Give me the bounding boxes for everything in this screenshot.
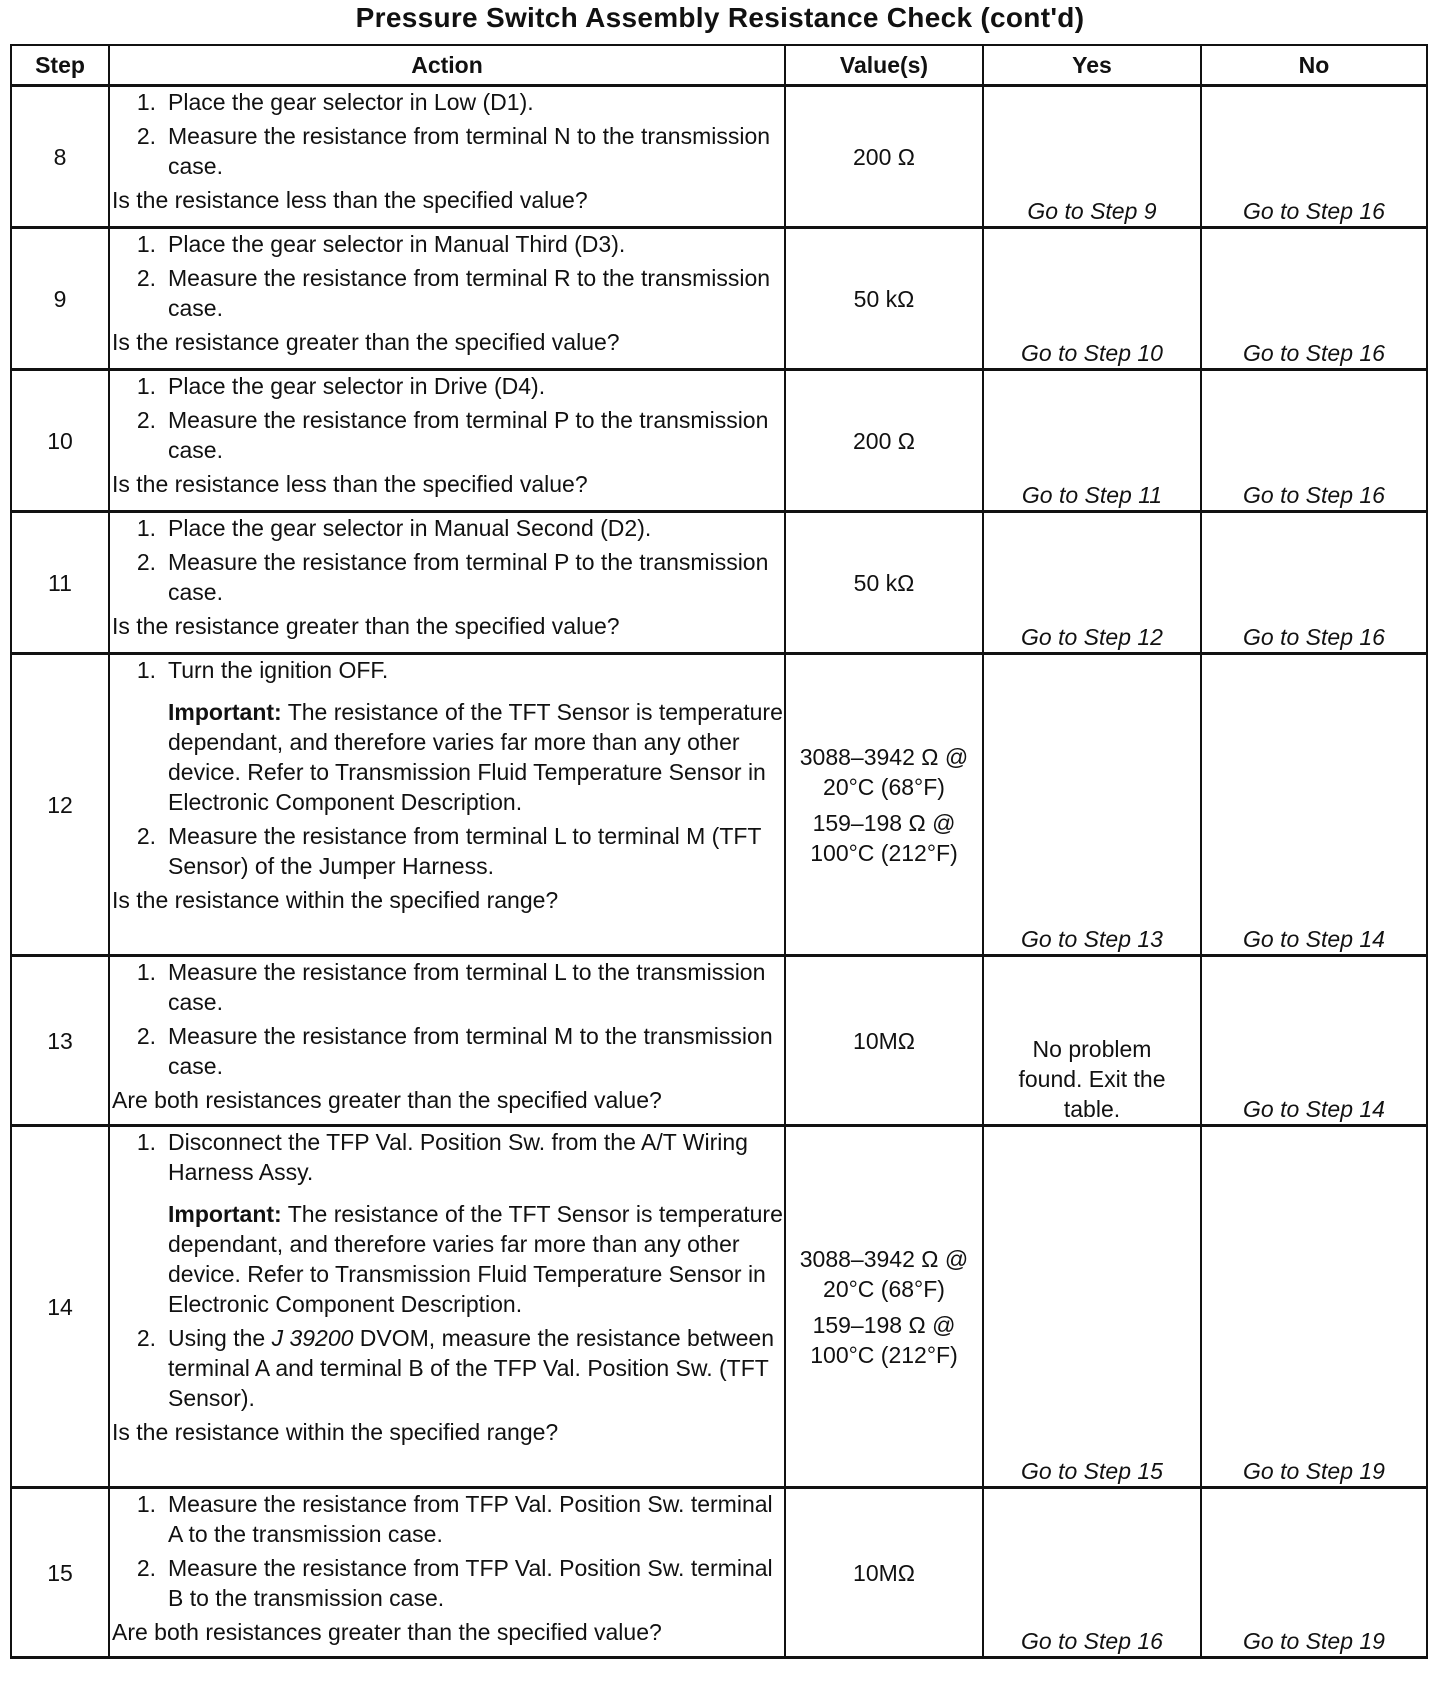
no-result: Go to Step 19: [1201, 1126, 1427, 1488]
step-number: 12: [11, 654, 109, 956]
action-question: Is the resistance within the specified range?: [112, 887, 559, 913]
important-note: Important: The resistance of the TFT Sensor is temperature dependant, and therefore varies far more than any other device. Refer to Transmission Fluid Temperature Sensor in Electronic Component Description.: [168, 699, 783, 815]
header-yes: Yes: [983, 45, 1201, 86]
action-question: Are both resistances greater than the specified value?: [112, 1619, 662, 1645]
table-row: [11, 654, 1427, 956]
header-action: Action: [109, 45, 785, 86]
no-result: Go to Step 16: [1201, 512, 1427, 654]
step-number: 9: [11, 228, 109, 370]
value-cell: 50 kΩ: [785, 228, 983, 370]
step-number: 15: [11, 1488, 109, 1658]
yes-result: Go to Step 10: [983, 228, 1201, 370]
header-no: No: [1201, 45, 1427, 86]
yes-result: Go to Step 12: [983, 512, 1201, 654]
action-cell: 1. Turn the ignition OFF. Important: The resistance of the TFT Sensor is temperature dependant, and therefore varies far more than any other device. Refer to Transmission Fluid Temperature Sensor in Electronic Component Description. 2. Measure the resistance from terminal L to terminal M (TFT Sensor) of the Jumper Harness. Is the resistance within the specified range?: [109, 654, 785, 956]
action-item: Measure the resistance from TFP Val. Position Sw. terminal A to the transmission case.: [168, 1491, 773, 1547]
table-row: [11, 370, 1427, 512]
table-row: [11, 1488, 1427, 1658]
no-result: Go to Step 16: [1201, 370, 1427, 512]
action-question: Are both resistances greater than the specified value?: [112, 1087, 662, 1113]
yes-result: Go to Step 16: [983, 1488, 1201, 1658]
yes-result: Go to Step 9: [983, 86, 1201, 228]
action-item: Measure the resistance from terminal R to the transmission case.: [168, 265, 771, 321]
important-note: Important: The resistance of the TFT Sensor is temperature dependant, and therefore varies far more than any other device. Refer to Transmission Fluid Temperature Sensor in Electronic Component Description.: [168, 1201, 783, 1317]
action-item: Using the J 39200 DVOM, measure the resistance between terminal A and terminal B of the TFP Val. Position Sw. (TFT Sensor).: [168, 1325, 775, 1411]
yes-result: Go to Step 15: [983, 1126, 1201, 1488]
action-cell: 1. Place the gear selector in Manual Third (D3). 2. Measure the resistance from terminal R to the transmission case. Is the resistance greater than the specified value?: [109, 228, 785, 370]
table-header-row: [11, 45, 1427, 86]
action-item: Measure the resistance from terminal N to the transmission case.: [168, 123, 771, 179]
action-item: Disconnect the TFP Val. Position Sw. from the A/T Wiring Harness Assy.: [168, 1129, 748, 1185]
yes-result: No problem found. Exit the table.: [983, 956, 1201, 1126]
value-cell: 3088–3942 Ω @ 20°C (68°F) 159–198 Ω @ 100°C (212°F): [785, 654, 983, 956]
action-cell: 1. Measure the resistance from terminal L to the transmission case. 2. Measure the resistance from terminal M to the transmission case. Are both resistances greater than the specified value?: [109, 956, 785, 1126]
table-row: [11, 956, 1427, 1126]
value-cell: 10MΩ: [785, 956, 983, 1126]
action-item: Place the gear selector in Low (D1).: [168, 89, 534, 115]
action-question: Is the resistance less than the specified value?: [112, 187, 588, 213]
value-cell: 200 Ω: [785, 370, 983, 512]
tool-reference: J 39200: [271, 1325, 354, 1351]
action-question: Is the resistance greater than the specified value?: [112, 329, 620, 355]
no-result: Go to Step 14: [1201, 956, 1427, 1126]
page-title: Pressure Switch Assembly Resistance Check (cont'd): [355, 2, 1085, 33]
action-cell: 1. Place the gear selector in Manual Second (D2). 2. Measure the resistance from terminal P to the transmission case. Is the resistance greater than the specified value?: [109, 512, 785, 654]
value-cell: 200 Ω: [785, 86, 983, 228]
action-item: Measure the resistance from TFP Val. Position Sw. terminal B to the transmission case.: [168, 1555, 773, 1611]
action-item: Measure the resistance from terminal L to the transmission case.: [168, 959, 766, 1015]
action-question: Is the resistance less than the specified value?: [112, 471, 588, 497]
step-number: 8: [11, 86, 109, 228]
action-cell: 1. Measure the resistance from TFP Val. Position Sw. terminal A to the transmission case. 2. Measure the resistance from TFP Val. Position Sw. terminal B to the transmission case. Are both resistances greater than the specified value?: [109, 1488, 785, 1658]
value-cell: 50 kΩ: [785, 512, 983, 654]
table-row: [11, 228, 1427, 370]
action-item: Measure the resistance from terminal M to the transmission case.: [168, 1023, 773, 1079]
action-item: Place the gear selector in Manual Second (D2).: [168, 515, 652, 541]
action-cell: 1. Disconnect the TFP Val. Position Sw. from the A/T Wiring Harness Assy. Important: The resistance of the TFT Sensor is temperature dependant, and therefore varies far more than any other device. Refer to Transmission Fluid Temperature Sensor in Electronic Component Description. 2. Using the J 39200 DVOM, measure the resistance between terminal A and terminal B of the TFP Val. Position Sw. (TFT Sensor). Is the resistance within the specified range?: [109, 1126, 785, 1488]
table-row: [11, 1126, 1427, 1488]
value-cell: 10MΩ: [785, 1488, 983, 1658]
step-number: 11: [11, 512, 109, 654]
action-cell: 1. Place the gear selector in Drive (D4). 2. Measure the resistance from terminal P to the transmission case. Is the resistance less than the specified value?: [109, 370, 785, 512]
step-number: 14: [11, 1126, 109, 1488]
action-item: Turn the ignition OFF.: [168, 657, 389, 683]
action-item: Measure the resistance from terminal L to terminal M (TFT Sensor) of the Jumper Harness.: [168, 823, 762, 879]
yes-result: Go to Step 13: [983, 654, 1201, 956]
action-cell: 1. Place the gear selector in Low (D1). 2. Measure the resistance from terminal N to the transmission case. Is the resistance less than the specified value?: [109, 86, 785, 228]
action-item: Measure the resistance from terminal P to the transmission case.: [168, 549, 769, 605]
action-item: Place the gear selector in Manual Third (D3).: [168, 231, 626, 257]
no-result: Go to Step 16: [1201, 86, 1427, 228]
resistance-check-table: [10, 44, 1428, 1659]
header-step: Step: [11, 45, 109, 86]
no-result: Go to Step 19: [1201, 1488, 1427, 1658]
step-number: 10: [11, 370, 109, 512]
value-cell: 3088–3942 Ω @ 20°C (68°F) 159–198 Ω @ 100°C (212°F): [785, 1126, 983, 1488]
action-question: Is the resistance greater than the specified value?: [112, 613, 620, 639]
table-row: [11, 512, 1427, 654]
yes-result: Go to Step 11: [983, 370, 1201, 512]
header-value: Value(s): [785, 45, 983, 86]
action-item: Place the gear selector in Drive (D4).: [168, 373, 546, 399]
action-item: Measure the resistance from terminal P to the transmission case.: [168, 407, 769, 463]
no-result: Go to Step 14: [1201, 654, 1427, 956]
action-question: Is the resistance within the specified range?: [112, 1419, 559, 1445]
no-result: Go to Step 16: [1201, 228, 1427, 370]
step-number: 13: [11, 956, 109, 1126]
table-row: [11, 86, 1427, 228]
